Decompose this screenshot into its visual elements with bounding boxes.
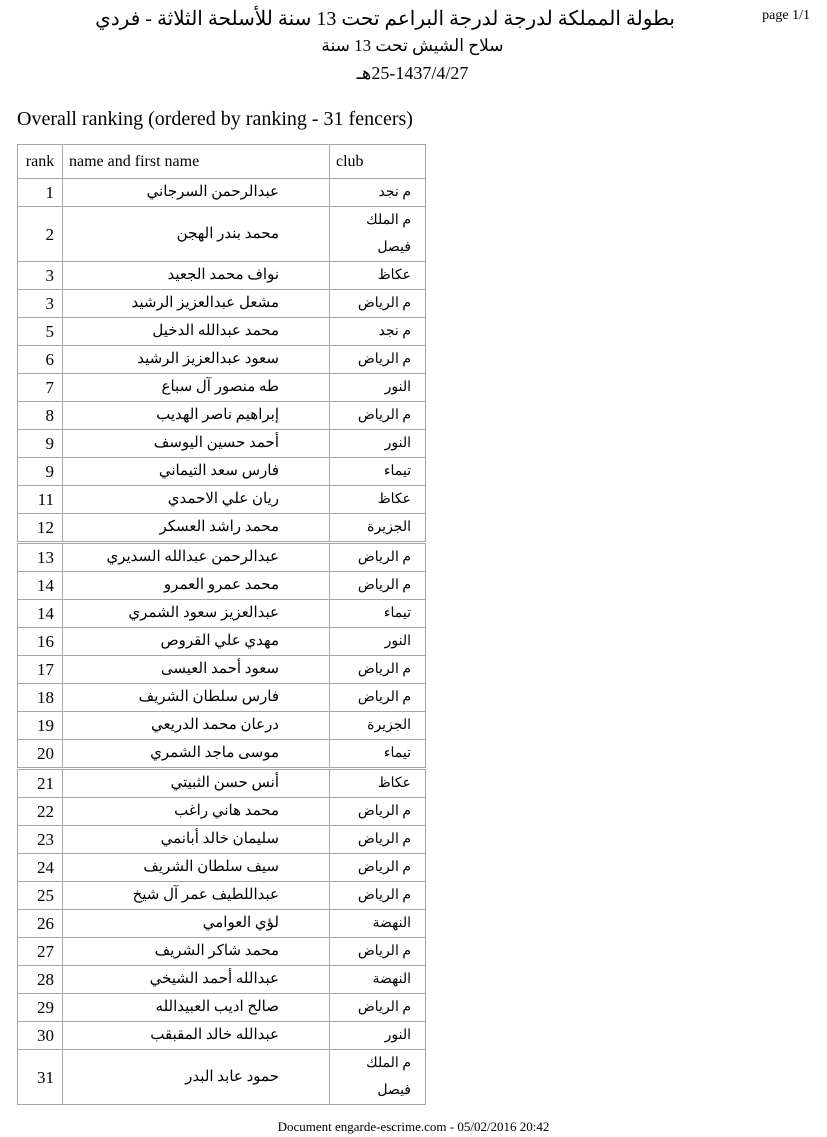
club-cell: م نجد: [330, 318, 426, 346]
fencer-name-cell: درعان محمد الدريعي: [63, 712, 330, 740]
rank-cell: 14: [18, 572, 63, 600]
fencer-name-cell: موسى ماجد الشمري: [63, 740, 330, 769]
table-row: [18, 543, 426, 572]
club-cell: م الرياض: [330, 543, 426, 572]
fencer-name-cell: محمد بندر الهجن: [63, 207, 330, 262]
rank-cell: 27: [18, 938, 63, 966]
table-row: [18, 910, 426, 938]
club-cell: النور: [330, 374, 426, 402]
fencer-name-cell: عبدالرحمن عبدالله السديري: [63, 543, 330, 572]
rank-cell: 2: [18, 207, 63, 262]
rank-cell: 16: [18, 628, 63, 656]
rank-cell: 31: [18, 1050, 63, 1105]
fencer-name-cell: أحمد حسين اليوسف: [63, 430, 330, 458]
club-cell: عكاظ: [330, 262, 426, 290]
fencer-name-cell: عبداللطيف عمر آل شيخ: [63, 882, 330, 910]
table-row: [18, 769, 426, 798]
fencer-name-cell: عبدالله أحمد الشيخي: [63, 966, 330, 994]
fencer-name-cell: فارس سلطان الشريف: [63, 684, 330, 712]
table-row: [18, 486, 426, 514]
rank-cell: 20: [18, 740, 63, 769]
table-row: [18, 458, 426, 486]
table-row: [18, 966, 426, 994]
table-row: [18, 262, 426, 290]
fencer-name-cell: عبدالله خالد المقبقب: [63, 1022, 330, 1050]
club-cell: الجزيرة: [330, 514, 426, 543]
table-row: [18, 430, 426, 458]
table-row: [18, 374, 426, 402]
club-cell: م الرياض: [330, 798, 426, 826]
rank-cell: 7: [18, 374, 63, 402]
club-cell: م الرياض: [330, 656, 426, 684]
fencer-name-cell: محمد عمرو العمرو: [63, 572, 330, 600]
club-cell: م الملك فيصل: [330, 207, 426, 262]
rank-cell: 6: [18, 346, 63, 374]
table-row: [18, 882, 426, 910]
table-row: [18, 179, 426, 207]
fencer-name-cell: صالح اديب العبيدالله: [63, 994, 330, 1022]
club-cell: عكاظ: [330, 486, 426, 514]
club-cell: النهضة: [330, 966, 426, 994]
rank-cell: 13: [18, 543, 63, 572]
club-cell: النور: [330, 628, 426, 656]
table-header-row: [18, 145, 426, 179]
table-row: [18, 798, 426, 826]
fencer-name-cell: إبراهيم ناصر الهديب: [63, 402, 330, 430]
fencer-name-cell: عبدالرحمن السرجاني: [63, 179, 330, 207]
competition-title: بطولة المملكة لدرجة لدرجة البراعم تحت 13 سنة للأسلحة الثلاثة - فردي: [95, 8, 675, 30]
rank-cell: 9: [18, 430, 63, 458]
table-row: [18, 318, 426, 346]
rank-cell: 23: [18, 826, 63, 854]
rank-cell: 11: [18, 486, 63, 514]
club-cell: م الرياض: [330, 402, 426, 430]
table-row: [18, 207, 426, 262]
column-header-club: club: [330, 145, 426, 179]
table-row: [18, 514, 426, 543]
table-row: [18, 684, 426, 712]
table-row: [18, 740, 426, 769]
column-header-name: name and first name: [63, 145, 330, 179]
fencer-name-cell: سليمان خالد أبانمي: [63, 826, 330, 854]
rank-cell: 25: [18, 882, 63, 910]
club-cell: عكاظ: [330, 769, 426, 798]
ranking-subtitle: Overall ranking (ordered by ranking - 31 fencers): [17, 108, 413, 130]
club-cell: م الرياض: [330, 572, 426, 600]
fencer-name-cell: نواف محمد الجعيد: [63, 262, 330, 290]
fencer-name-cell: محمد عبدالله الدخيل: [63, 318, 330, 346]
table-row: [18, 290, 426, 318]
club-cell: النهضة: [330, 910, 426, 938]
rank-cell: 24: [18, 854, 63, 882]
fencer-name-cell: عبدالعزيز سعود الشمري: [63, 600, 330, 628]
rank-cell: 30: [18, 1022, 63, 1050]
club-cell: م الملك فيصل: [330, 1050, 426, 1105]
fencer-name-cell: حمود عابد البدر: [63, 1050, 330, 1105]
club-cell: م الرياض: [330, 290, 426, 318]
club-cell: النور: [330, 1022, 426, 1050]
fencer-name-cell: فارس سعد التيماني: [63, 458, 330, 486]
table-row: [18, 938, 426, 966]
club-cell: م الرياض: [330, 346, 426, 374]
table-row: [18, 1022, 426, 1050]
rank-cell: 9: [18, 458, 63, 486]
rank-cell: 26: [18, 910, 63, 938]
table-row: [18, 1050, 426, 1105]
table-row: [18, 994, 426, 1022]
ranking-table: [17, 144, 426, 1105]
fencer-name-cell: محمد هاني راغب: [63, 798, 330, 826]
club-cell: م نجد: [330, 179, 426, 207]
table-row: [18, 402, 426, 430]
fencer-name-cell: سعود أحمد العيسى: [63, 656, 330, 684]
rank-cell: 5: [18, 318, 63, 346]
fencer-name-cell: محمد شاكر الشريف: [63, 938, 330, 966]
rank-cell: 28: [18, 966, 63, 994]
table-row: [18, 346, 426, 374]
table-row: [18, 600, 426, 628]
rank-cell: 1: [18, 179, 63, 207]
rank-cell: 18: [18, 684, 63, 712]
rank-cell: 3: [18, 262, 63, 290]
table-row: [18, 656, 426, 684]
club-cell: النور: [330, 430, 426, 458]
table-row: [18, 712, 426, 740]
club-cell: م الرياض: [330, 994, 426, 1022]
rank-cell: 17: [18, 656, 63, 684]
ranking-table-body: [18, 179, 426, 1105]
rank-cell: 21: [18, 769, 63, 798]
rank-cell: 3: [18, 290, 63, 318]
fencer-name-cell: سيف سلطان الشريف: [63, 854, 330, 882]
club-cell: م الرياض: [330, 938, 426, 966]
rank-cell: 22: [18, 798, 63, 826]
column-header-rank: rank: [18, 145, 63, 179]
rank-cell: 12: [18, 514, 63, 543]
table-row: [18, 854, 426, 882]
fencer-name-cell: محمد راشد العسكر: [63, 514, 330, 543]
club-cell: تيماء: [330, 740, 426, 769]
document-footer: Document engarde-escrime.com - 05/02/2016 20:42: [277, 1119, 550, 1134]
fencer-name-cell: أنس حسن الثبيتي: [63, 769, 330, 798]
fencer-name-cell: سعود عبدالعزيز الرشيد: [63, 346, 330, 374]
fencer-name-cell: ريان علي الاحمدي: [63, 486, 330, 514]
page-number: page 1/1: [762, 8, 810, 23]
rank-cell: 14: [18, 600, 63, 628]
club-cell: م الرياض: [330, 684, 426, 712]
rank-cell: 29: [18, 994, 63, 1022]
club-cell: تيماء: [330, 600, 426, 628]
fencer-name-cell: مهدي علي القروص: [63, 628, 330, 656]
club-cell: م الرياض: [330, 854, 426, 882]
club-cell: تيماء: [330, 458, 426, 486]
rank-cell: 19: [18, 712, 63, 740]
fencer-name-cell: طه منصور آل سباع: [63, 374, 330, 402]
table-row: [18, 826, 426, 854]
table-row: [18, 628, 426, 656]
fencer-name-cell: مشعل عبدالعزيز الرشيد: [63, 290, 330, 318]
club-cell: الجزيرة: [330, 712, 426, 740]
fencer-name-cell: لؤي العوامي: [63, 910, 330, 938]
competition-date: 25-1437/4/27هـ: [356, 63, 469, 83]
table-row: [18, 572, 426, 600]
rank-cell: 8: [18, 402, 63, 430]
weapon-category: سلاح الشيش تحت 13 سنة: [321, 36, 504, 55]
club-cell: م الرياض: [330, 826, 426, 854]
club-cell: م الرياض: [330, 882, 426, 910]
